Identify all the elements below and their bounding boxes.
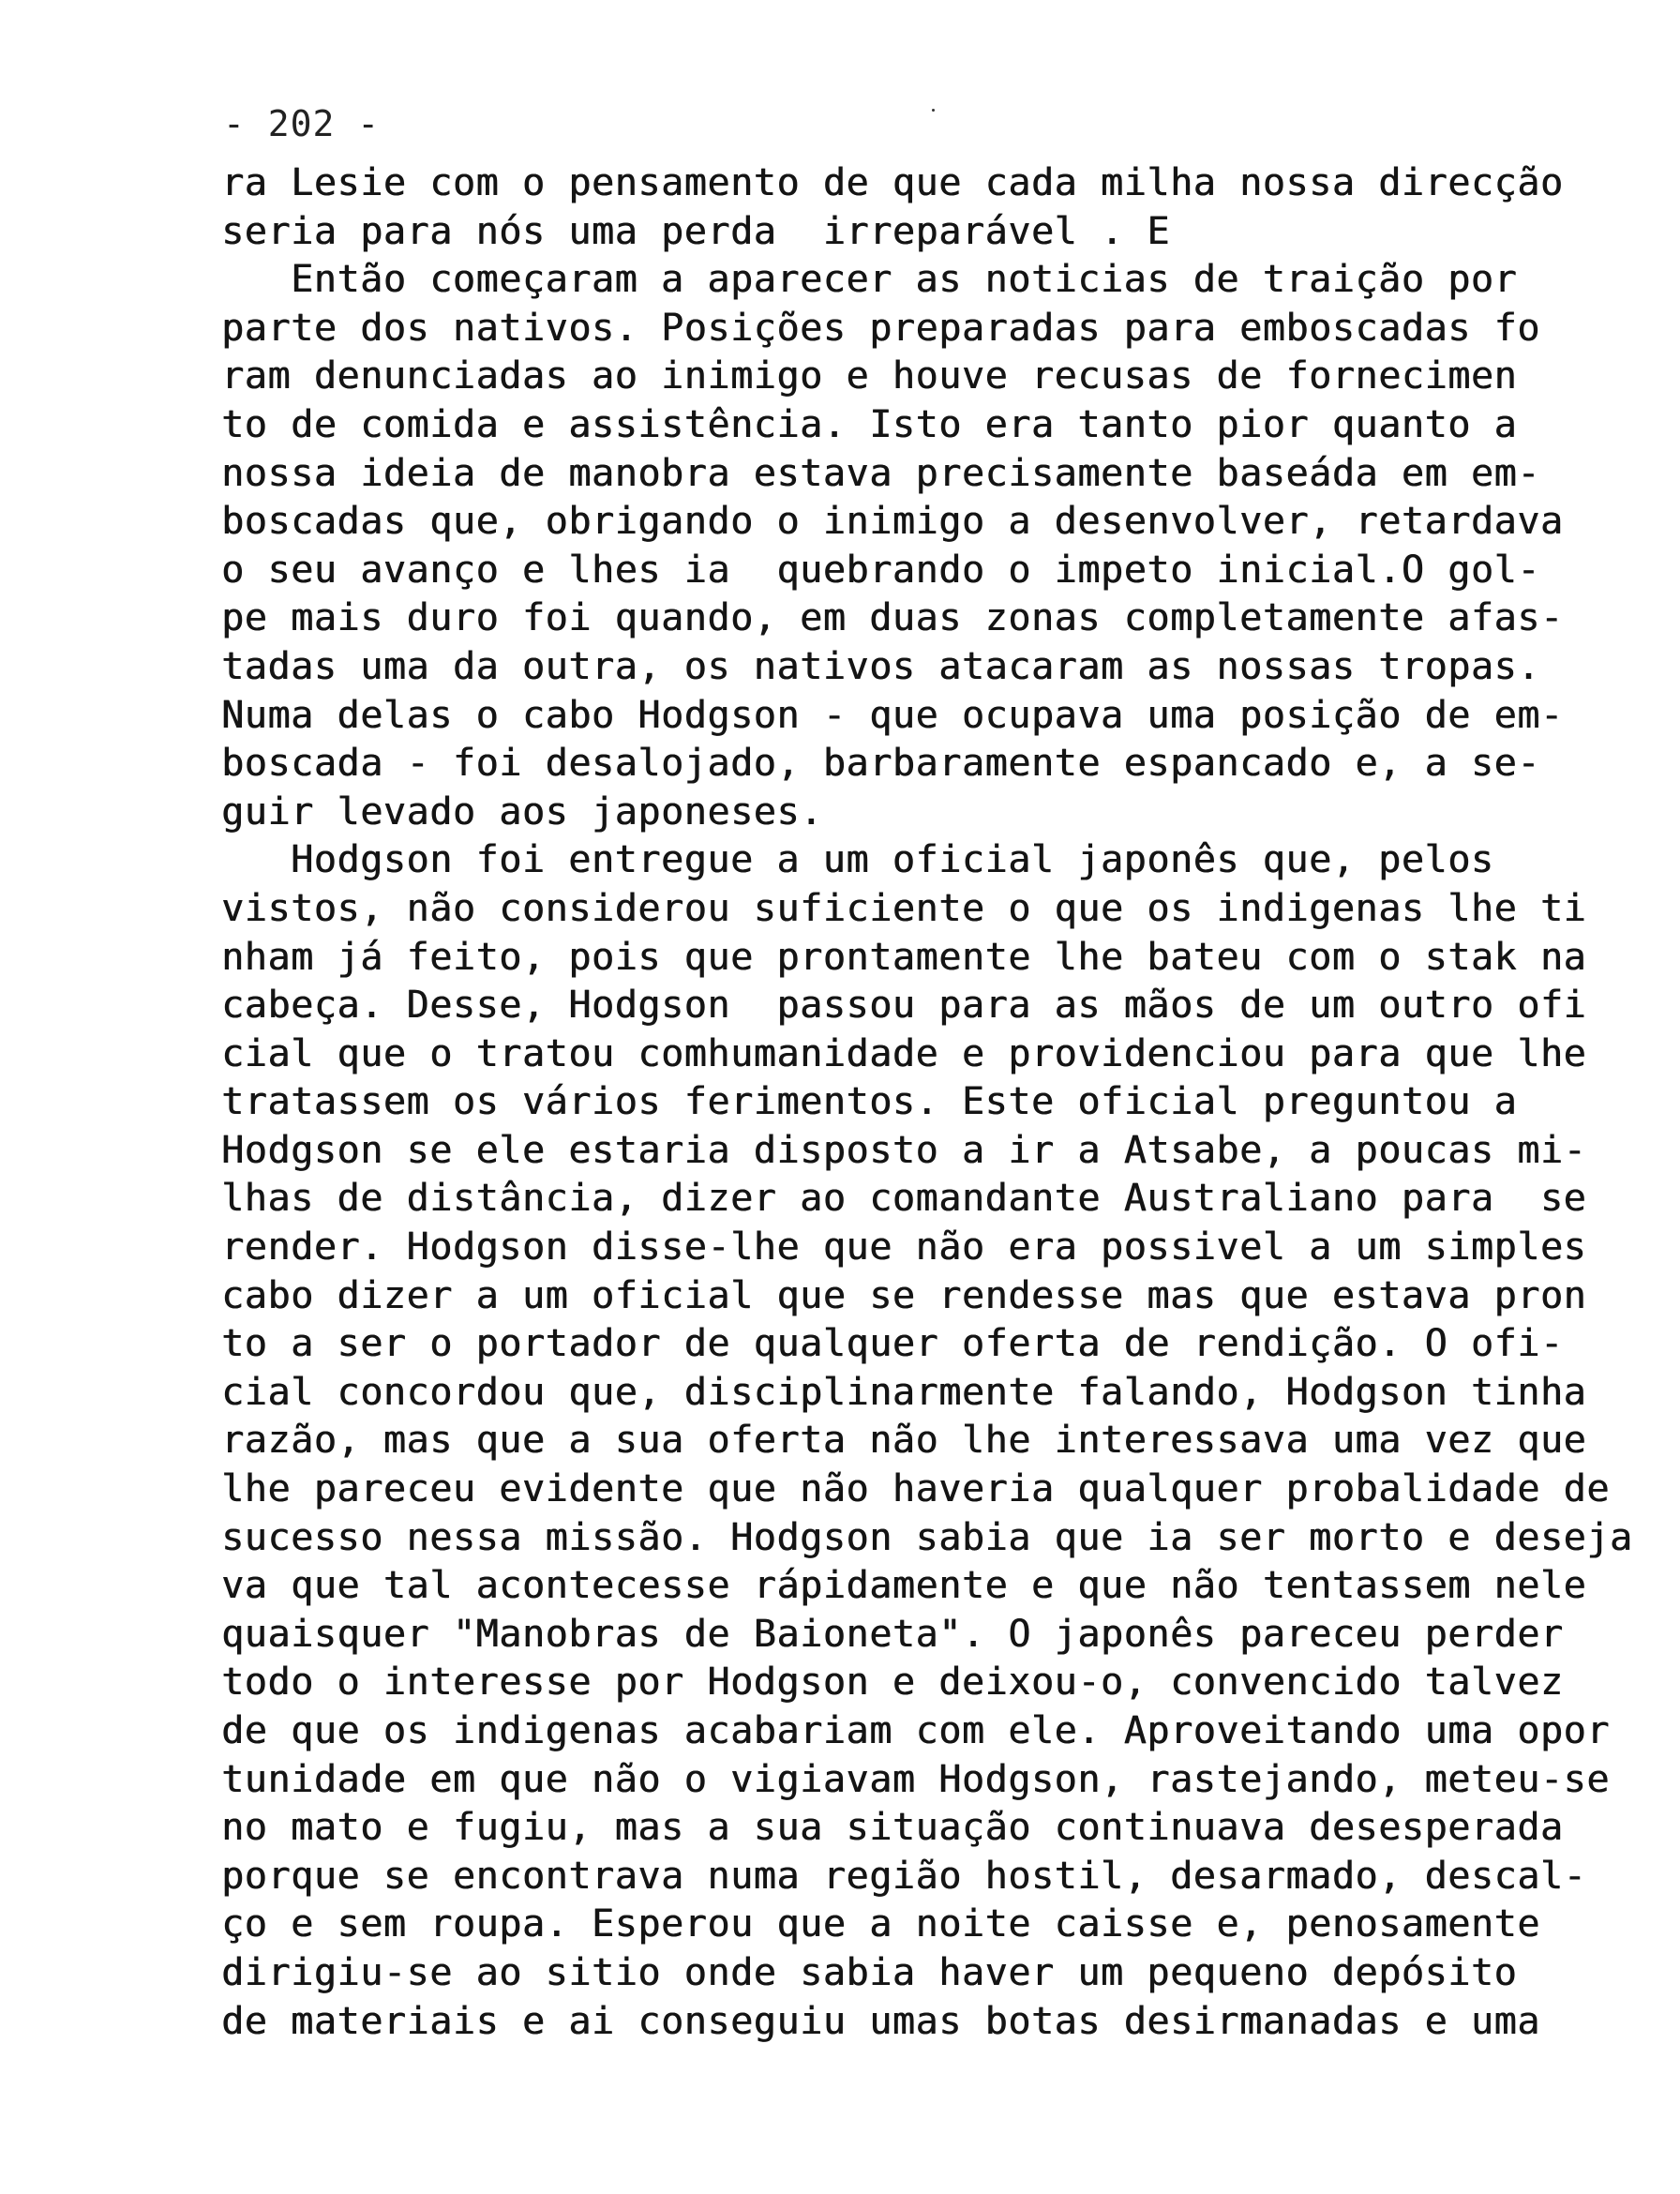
text-line: quaisquer "Manobras de Baioneta". O japonês pareceu perder	[221, 1612, 1564, 1656]
text-line: Numa delas o cabo Hodgson - que ocupava uma posição de em-	[221, 693, 1564, 737]
text-line: ço e sem roupa. Esperou que a noite caisse e, penosamente	[221, 1902, 1540, 1946]
text-line: de materiais e ai conseguiu umas botas desirmanadas e uma	[221, 1999, 1540, 2043]
text-line: Hodgson se ele estaria disposto a ir a Atsabe, a poucas mi-	[221, 1128, 1587, 1172]
text-line: ram denunciadas ao inimigo e houve recusas de fornecimen	[221, 354, 1518, 398]
text-line: Hodgson foi entregue a um oficial japonês que, pelos	[291, 838, 1494, 882]
text-line: ra Lesie com o pensamento de que cada milha nossa direcção	[221, 161, 1564, 204]
text-line: to de comida e assistência. Isto era tanto pior quanto a	[221, 402, 1518, 446]
text-line: render. Hodgson disse-lhe que não era possivel a um simples	[221, 1225, 1587, 1270]
text-line: tadas uma da outra, os nativos atacaram as nossas tropas.	[221, 644, 1540, 688]
ink-speck	[932, 109, 935, 112]
text-line: seria para nós uma perda irreparável . E	[221, 209, 1170, 253]
text-line: lhe pareceu evidente que não haveria qualquer probalidade de	[221, 1467, 1610, 1511]
page-number: - 202 -	[223, 103, 381, 144]
text-line: boscadas que, obrigando o inimigo a desenvolver, retardava	[221, 500, 1564, 544]
text-line: sucesso nessa missão. Hodgson sabia que ia ser morto e deseja	[221, 1515, 1633, 1559]
text-line: nham já feito, pois que prontamente lhe bateu com o stak na	[221, 935, 1587, 979]
text-line: dirigiu-se ao sitio onde sabia haver um pequeno depósito	[221, 1950, 1518, 1994]
text-line: cabo dizer a um oficial que se rendesse mas que estava pron	[221, 1273, 1587, 1317]
text-line: cial concordou que, disciplinarmente falando, Hodgson tinha	[221, 1370, 1587, 1414]
text-line: cabeça. Desse, Hodgson passou para as mãos de um outro ofi	[221, 984, 1587, 1028]
text-line: va que tal acontecesse rápidamente e que não tentassem nele	[221, 1564, 1587, 1608]
text-line: porque se encontrava numa região hostil, desarmado, descal-	[221, 1854, 1587, 1898]
text-line: todo o interesse por Hodgson e deixou-o, convencido talvez	[221, 1661, 1564, 1705]
text-line: parte dos nativos. Posições preparadas para emboscadas fo	[221, 306, 1540, 350]
text-line: cial que o tratou comhumanidade e providenciou para que lhe	[221, 1031, 1587, 1075]
text-line: guir levado aos japoneses.	[221, 789, 823, 834]
text-line: de que os indigenas acabariam com ele. Aproveitando uma opor	[221, 1709, 1610, 1752]
text-line: tunidade em que não o vigiavam Hodgson, rastejando, meteu-se	[221, 1757, 1610, 1801]
text-line: boscada - foi desalojado, barbaramente espancado e, a se-	[221, 742, 1540, 786]
text-line: Então começaram a aparecer as noticias de traição por	[291, 258, 1518, 302]
text-line: o seu avanço e lhes ia quebrando o impeto inicial.O gol-	[221, 548, 1540, 592]
text-line: pe mais duro foi quando, em duas zonas completamente afas-	[221, 596, 1564, 640]
text-line: tratassem os vários ferimentos. Este oficial preguntou a	[221, 1080, 1518, 1124]
text-line: no mato e fugiu, mas a sua situação continuava desesperada	[221, 1806, 1564, 1850]
text-line: razão, mas que a sua oferta não lhe interessava uma vez que	[221, 1419, 1587, 1463]
text-line: nossa ideia de manobra estava precisamente baseáda em em-	[221, 451, 1540, 495]
text-line: lhas de distância, dizer ao comandante Australiano para se	[221, 1177, 1587, 1221]
text-line: vistos, não considerou suficiente o que os indigenas lhe ti	[221, 886, 1587, 930]
text-line: to a ser o portador de qualquer oferta de rendição. O ofi-	[221, 1322, 1564, 1366]
body-text	[221, 159, 1633, 2046]
